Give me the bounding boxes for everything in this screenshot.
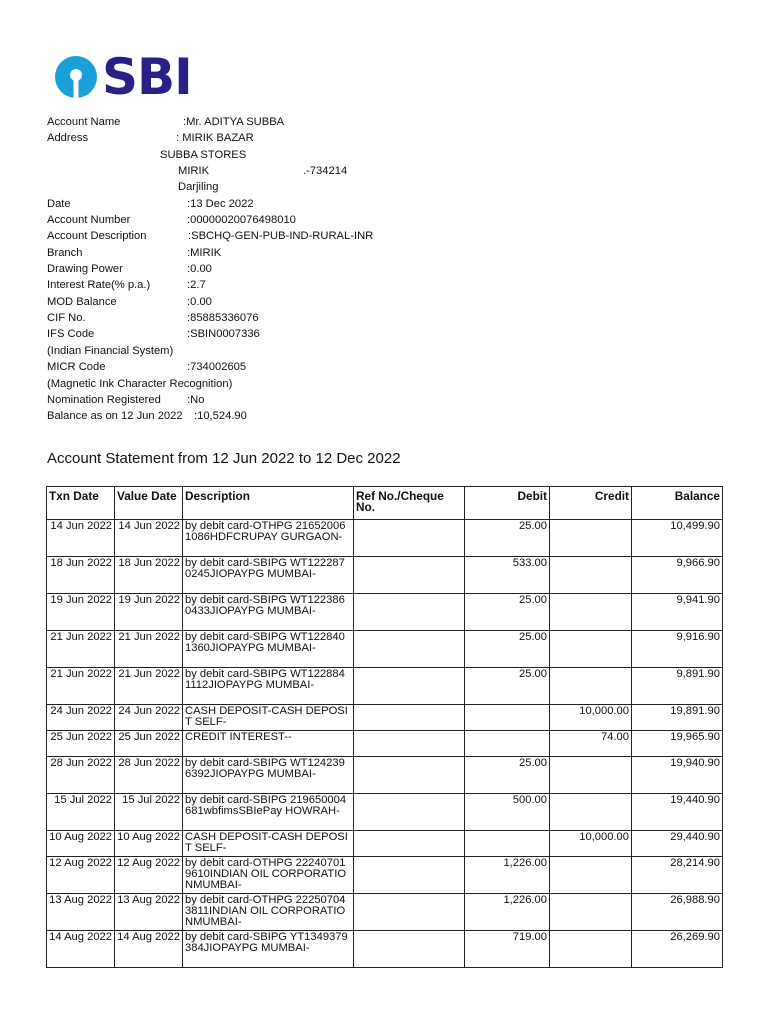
cell-value-date: 24 Jun 2022 bbox=[115, 705, 183, 731]
cell-value-date: 19 Jun 2022 bbox=[115, 594, 183, 631]
ifs-code-label: IFS Code bbox=[47, 328, 95, 341]
cell-ref-no bbox=[354, 757, 465, 794]
cell-balance: 19,940.90 bbox=[632, 757, 723, 794]
drawing-power-value: :0.00 bbox=[187, 263, 212, 276]
table-row bbox=[47, 668, 723, 705]
header-balance: Balance bbox=[632, 487, 723, 520]
header-value-date: Value Date bbox=[115, 487, 183, 520]
cell-description: by debit card-OTHPG 216520061086HDFCRUPAY GURGAON- bbox=[183, 520, 354, 557]
cell-value-date: 21 Jun 2022 bbox=[115, 631, 183, 668]
cell-credit: 74.00 bbox=[550, 731, 632, 757]
cell-credit bbox=[550, 931, 632, 968]
cell-value-date: 14 Jun 2022 bbox=[115, 520, 183, 557]
cell-debit: 1,226.00 bbox=[465, 857, 550, 894]
cell-value-date: 10 Aug 2022 bbox=[115, 831, 183, 857]
cell-debit: 25.00 bbox=[465, 757, 550, 794]
opening-balance-value: :10,524.90 bbox=[194, 410, 247, 423]
cell-txn-date: 19 Jun 2022 bbox=[47, 594, 115, 631]
cell-txn-date: 18 Jun 2022 bbox=[47, 557, 115, 594]
cell-debit: 25.00 bbox=[465, 520, 550, 557]
cell-value-date: 12 Aug 2022 bbox=[115, 857, 183, 894]
cell-txn-date: 28 Jun 2022 bbox=[47, 757, 115, 794]
mod-balance-value: :0.00 bbox=[187, 295, 212, 308]
cell-balance: 19,440.90 bbox=[632, 794, 723, 831]
cell-debit: 25.00 bbox=[465, 631, 550, 668]
cell-value-date: 15 Jul 2022 bbox=[115, 794, 183, 831]
cell-ref-no bbox=[354, 557, 465, 594]
cell-description: by debit card-SBIPG WT1242396392JIOPAYPG MUMBAI- bbox=[183, 757, 354, 794]
ifs-note: (Indian Financial System) bbox=[47, 344, 174, 357]
cell-txn-date: 14 Jun 2022 bbox=[47, 520, 115, 557]
cell-ref-no bbox=[354, 894, 465, 931]
branch-label: Branch bbox=[47, 246, 83, 259]
cell-txn-date: 15 Jul 2022 bbox=[47, 794, 115, 831]
cell-description: CASH DEPOSIT-CASH DEPOSIT SELF- bbox=[183, 705, 354, 731]
cell-value-date: 18 Jun 2022 bbox=[115, 557, 183, 594]
nomination-value: :No bbox=[187, 393, 205, 406]
cell-value-date: 25 Jun 2022 bbox=[115, 731, 183, 757]
cell-balance: 29,440.90 bbox=[632, 831, 723, 857]
cell-debit: 1,226.00 bbox=[465, 894, 550, 931]
address-line-2-text: SUBBA STORES bbox=[160, 148, 247, 161]
statement-title: Account Statement from 12 Jun 2022 to 12 Dec 2022 bbox=[47, 450, 401, 467]
cell-balance: 9,941.90 bbox=[632, 594, 723, 631]
table-row bbox=[47, 894, 723, 931]
cif-value: :85885336076 bbox=[187, 312, 259, 325]
branch-value: :MIRIK bbox=[187, 246, 222, 259]
cell-credit bbox=[550, 594, 632, 631]
account-description-value: :SBCHQ-GEN-PUB-IND-RURAL-INR bbox=[188, 230, 374, 243]
cell-ref-no bbox=[354, 520, 465, 557]
header-ref-no: Ref No./Cheque No. bbox=[354, 487, 465, 520]
cell-txn-date: 24 Jun 2022 bbox=[47, 705, 115, 731]
cell-txn-date: 21 Jun 2022 bbox=[47, 668, 115, 705]
cell-balance: 9,891.90 bbox=[632, 668, 723, 705]
header-txn-date: Txn Date bbox=[47, 487, 115, 520]
transactions-body bbox=[47, 520, 723, 968]
cell-value-date: 13 Aug 2022 bbox=[115, 894, 183, 931]
drawing-power-label: Drawing Power bbox=[47, 263, 123, 276]
address-line-3-text: MIRIK bbox=[178, 165, 210, 178]
address-label: Address bbox=[47, 132, 89, 145]
cell-description: CREDIT INTEREST-- bbox=[183, 731, 354, 757]
cell-balance: 10,499.90 bbox=[632, 520, 723, 557]
table-row bbox=[47, 794, 723, 831]
table-row bbox=[47, 857, 723, 894]
cell-description: by debit card-SBIPG YT1349379384JIOPAYPG MUMBAI- bbox=[183, 931, 354, 968]
cell-credit: 10,000.00 bbox=[550, 705, 632, 731]
cell-ref-no bbox=[354, 631, 465, 668]
cell-debit: 25.00 bbox=[465, 594, 550, 631]
sbi-keyhole-logo-icon bbox=[54, 55, 98, 99]
address-value: : MIRIK BAZAR bbox=[176, 132, 254, 145]
cell-ref-no bbox=[354, 794, 465, 831]
cell-ref-no bbox=[354, 831, 465, 857]
table-row bbox=[47, 931, 723, 968]
cell-debit bbox=[465, 705, 550, 731]
account-number-label: Account Number bbox=[47, 214, 131, 227]
cell-description: by debit card-SBIPG WT1223860433JIOPAYPG MUMBAI- bbox=[183, 594, 354, 631]
table-row bbox=[47, 520, 723, 557]
account-name-value: :Mr. ADITYA SUBBA bbox=[183, 116, 285, 128]
cell-txn-date: 25 Jun 2022 bbox=[47, 731, 115, 757]
cell-balance: 26,988.90 bbox=[632, 894, 723, 931]
table-row bbox=[47, 831, 723, 857]
cell-value-date: 21 Jun 2022 bbox=[115, 668, 183, 705]
cell-ref-no bbox=[354, 668, 465, 705]
table-row bbox=[47, 705, 723, 731]
micr-code-label: MICR Code bbox=[47, 361, 106, 374]
cell-credit bbox=[550, 557, 632, 594]
opening-balance-label: Balance as on 12 Jun 2022 bbox=[47, 410, 183, 423]
cell-ref-no bbox=[354, 731, 465, 757]
date-value: :13 Dec 2022 bbox=[187, 197, 254, 210]
micr-code-value: :734002605 bbox=[187, 361, 247, 374]
cell-value-date: 14 Aug 2022 bbox=[115, 931, 183, 968]
table-header-row bbox=[47, 487, 723, 520]
cell-debit: 25.00 bbox=[465, 668, 550, 705]
cell-ref-no bbox=[354, 705, 465, 731]
account-name-label: Account Name bbox=[47, 116, 121, 128]
cell-txn-date: 10 Aug 2022 bbox=[47, 831, 115, 857]
cell-description: by debit card-OTHPG 222407019610INDIAN OIL CORPORATIONMUMBAI- bbox=[183, 857, 354, 894]
cell-description: by debit card-SBIPG 219650004681wbfimsSBIePay HOWRAH- bbox=[183, 794, 354, 831]
table-row bbox=[47, 557, 723, 594]
cell-credit bbox=[550, 668, 632, 705]
cell-balance: 19,965.90 bbox=[632, 731, 723, 757]
account-number-value: :00000020076498010 bbox=[187, 214, 296, 227]
cell-description: by debit card-SBIPG WT1228401360JIOPAYPG MUMBAI- bbox=[183, 631, 354, 668]
cell-txn-date: 12 Aug 2022 bbox=[47, 857, 115, 894]
cell-description: by debit card-SBIPG WT1222870245JIOPAYPG MUMBAI- bbox=[183, 557, 354, 594]
cell-description: CASH DEPOSIT-CASH DEPOSIT SELF- bbox=[183, 831, 354, 857]
mod-balance-label: MOD Balance bbox=[47, 295, 117, 308]
ifs-code-value: :SBIN0007336 bbox=[187, 328, 260, 341]
cell-ref-no bbox=[354, 857, 465, 894]
cell-txn-date: 13 Aug 2022 bbox=[47, 894, 115, 931]
cell-credit bbox=[550, 520, 632, 557]
cell-credit bbox=[550, 857, 632, 894]
sbi-logo bbox=[54, 48, 192, 106]
account-description-label: Account Description bbox=[47, 230, 147, 243]
cell-credit bbox=[550, 894, 632, 931]
cell-ref-no bbox=[354, 931, 465, 968]
cell-credit: 10,000.00 bbox=[550, 831, 632, 857]
cell-description: by debit card-OTHPG 222507043811INDIAN OIL CORPORATIONMUMBAI- bbox=[183, 894, 354, 931]
cell-value-date: 28 Jun 2022 bbox=[115, 757, 183, 794]
table-row bbox=[47, 757, 723, 794]
cell-description: by debit card-SBIPG WT1228841112JIOPAYPG MUMBAI- bbox=[183, 668, 354, 705]
cell-debit: 533.00 bbox=[465, 557, 550, 594]
date-label: Date bbox=[47, 197, 71, 210]
table-row bbox=[47, 594, 723, 631]
cell-balance: 19,891.90 bbox=[632, 705, 723, 731]
logo-text: SBI bbox=[102, 48, 192, 106]
cell-debit bbox=[465, 731, 550, 757]
transactions-table bbox=[46, 486, 723, 968]
cell-debit bbox=[465, 831, 550, 857]
cell-balance: 28,214.90 bbox=[632, 857, 723, 894]
table-row bbox=[47, 631, 723, 668]
header-description: Description bbox=[183, 487, 354, 520]
address-line-4-text: Darjiling bbox=[178, 181, 219, 194]
micr-note: (Magnetic Ink Character Recognition) bbox=[47, 377, 233, 390]
cell-credit bbox=[550, 757, 632, 794]
nomination-label: Nomination Registered bbox=[47, 393, 161, 406]
cell-balance: 9,916.90 bbox=[632, 631, 723, 668]
cell-balance: 26,269.90 bbox=[632, 931, 723, 968]
header-credit: Credit bbox=[550, 487, 632, 520]
interest-rate-value: :2.7 bbox=[187, 279, 206, 292]
cell-credit bbox=[550, 794, 632, 831]
cell-debit: 719.00 bbox=[465, 931, 550, 968]
cell-ref-no bbox=[354, 594, 465, 631]
cell-balance: 9,966.90 bbox=[632, 557, 723, 594]
header-debit: Debit bbox=[465, 487, 550, 520]
cell-debit: 500.00 bbox=[465, 794, 550, 831]
interest-rate-label: Interest Rate(% p.a.) bbox=[47, 279, 151, 292]
table-row bbox=[47, 731, 723, 757]
cif-label: CIF No. bbox=[47, 312, 86, 325]
address-pin: .-734214 bbox=[303, 165, 348, 178]
cell-txn-date: 21 Jun 2022 bbox=[47, 631, 115, 668]
cell-txn-date: 14 Aug 2022 bbox=[47, 931, 115, 968]
cell-credit bbox=[550, 631, 632, 668]
